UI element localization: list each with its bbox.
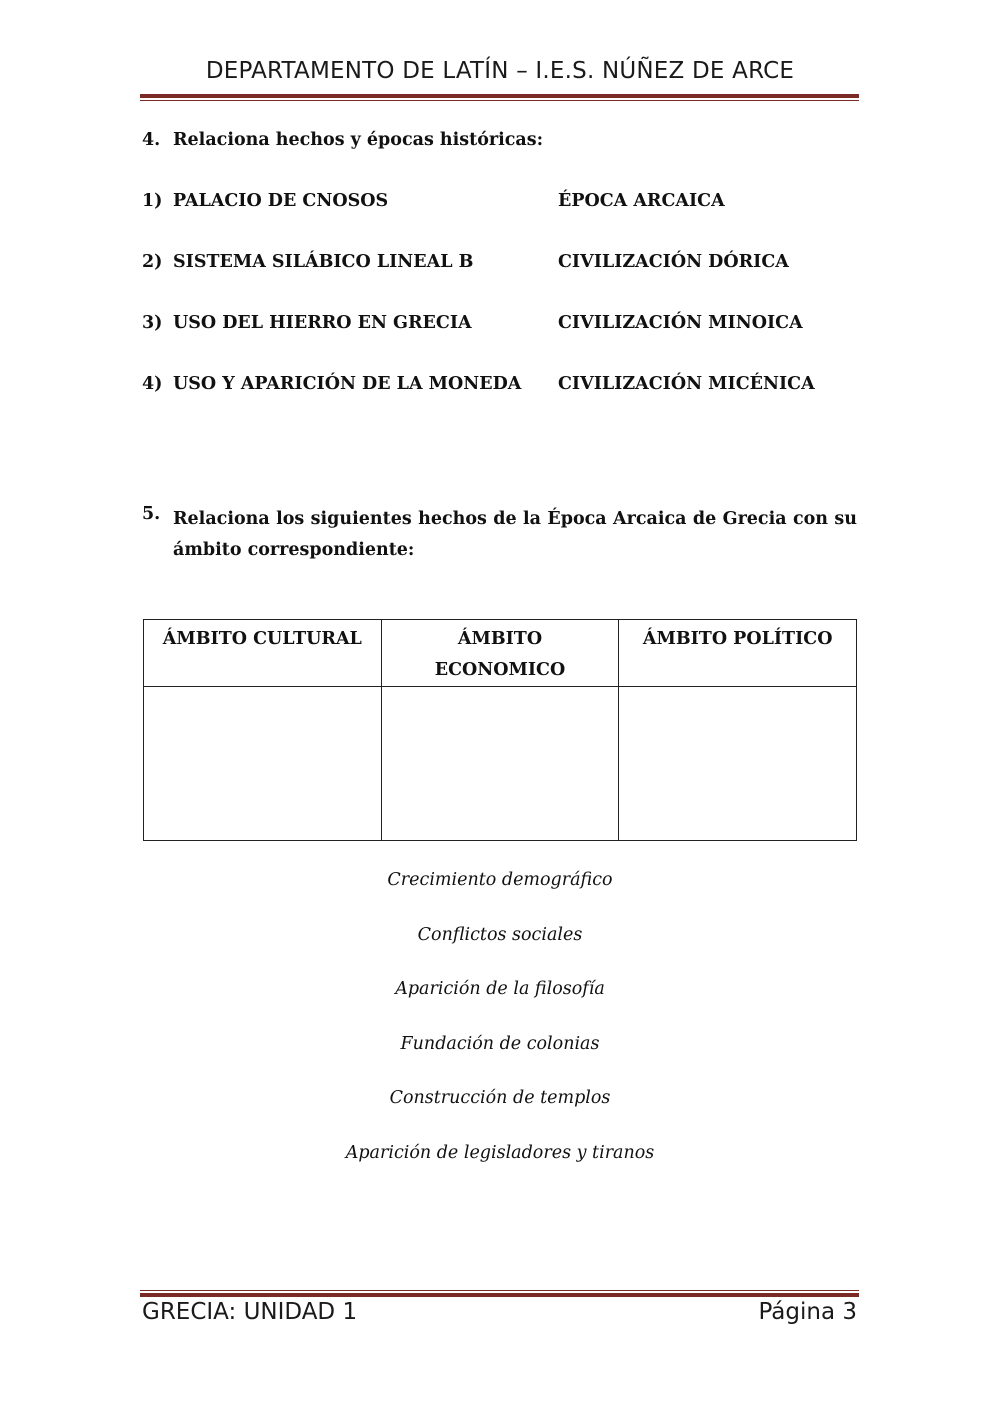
match-row-event: USO Y APARICIÓN DE LA MONEDA bbox=[173, 374, 522, 394]
list-item[interactable]: Construcción de templos bbox=[389, 1088, 611, 1108]
header-ambito-economico: ÁMBITO ECONOMICO bbox=[381, 620, 619, 687]
match-row-event: PALACIO DE CNOSOS bbox=[173, 191, 389, 211]
footer-unit-label: GRECIA: UNIDAD 1 bbox=[142, 1299, 358, 1325]
match-row bbox=[142, 252, 858, 276]
ambitos-table bbox=[143, 619, 857, 841]
question-5-text bbox=[173, 504, 857, 566]
match-row bbox=[142, 374, 858, 398]
match-row-event: USO DEL HIERRO EN GRECIA bbox=[173, 313, 472, 333]
header-ambito-cultural: ÁMBITO CULTURAL bbox=[144, 620, 382, 687]
match-row-period: CIVILIZACIÓN DÓRICA bbox=[558, 252, 789, 272]
list-item[interactable]: Fundación de colonias bbox=[400, 1033, 600, 1054]
answer-cell-economico[interactable] bbox=[381, 687, 619, 841]
match-row bbox=[142, 313, 858, 337]
list-item[interactable]: Crecimiento demográfico bbox=[387, 870, 613, 890]
match-row-number: 1) bbox=[142, 191, 163, 211]
page-header-title: DEPARTAMENTO DE LATÍN – I.E.S. NÚÑEZ DE ARCE bbox=[205, 58, 795, 84]
match-row-period: CIVILIZACIÓN MINOICA bbox=[558, 313, 803, 333]
match-row-number: 2) bbox=[142, 252, 163, 272]
question-5-text-line-2: ámbito correspondiente: bbox=[173, 540, 415, 560]
header-ambito-politico: ÁMBITO POLÍTICO bbox=[619, 620, 857, 687]
question-5-number: 5. bbox=[142, 504, 161, 524]
facts-list bbox=[142, 866, 858, 1193]
header-rule bbox=[140, 94, 859, 101]
footer-rule bbox=[140, 1290, 859, 1297]
match-row-period: ÉPOCA ARCAICA bbox=[558, 191, 725, 211]
question-5-text-line-1: Relaciona los siguientes hechos de la Época Arcaica de Grecia con su bbox=[173, 509, 857, 529]
match-row-event: SISTEMA SILÁBICO LINEAL B bbox=[173, 252, 474, 272]
footer-page-number: Página 3 bbox=[758, 1299, 857, 1325]
question-4-text: Relaciona hechos y épocas históricas: bbox=[173, 130, 544, 150]
answer-cell-politico[interactable] bbox=[619, 687, 857, 841]
table-header-row bbox=[144, 620, 857, 687]
list-item[interactable]: Conflictos sociales bbox=[417, 924, 583, 945]
table-answer-row bbox=[144, 687, 857, 841]
match-row-number: 4) bbox=[142, 374, 163, 394]
question-4-number: 4. bbox=[142, 130, 161, 150]
list-item[interactable]: Aparición de legisladores y tiranos bbox=[345, 1142, 655, 1163]
match-row bbox=[142, 191, 858, 215]
list-item[interactable]: Aparición de la filosofía bbox=[395, 979, 605, 999]
match-row-number: 3) bbox=[142, 313, 163, 333]
answer-cell-cultural[interactable] bbox=[144, 687, 382, 841]
match-row-period: CIVILIZACIÓN MICÉNICA bbox=[558, 374, 815, 394]
